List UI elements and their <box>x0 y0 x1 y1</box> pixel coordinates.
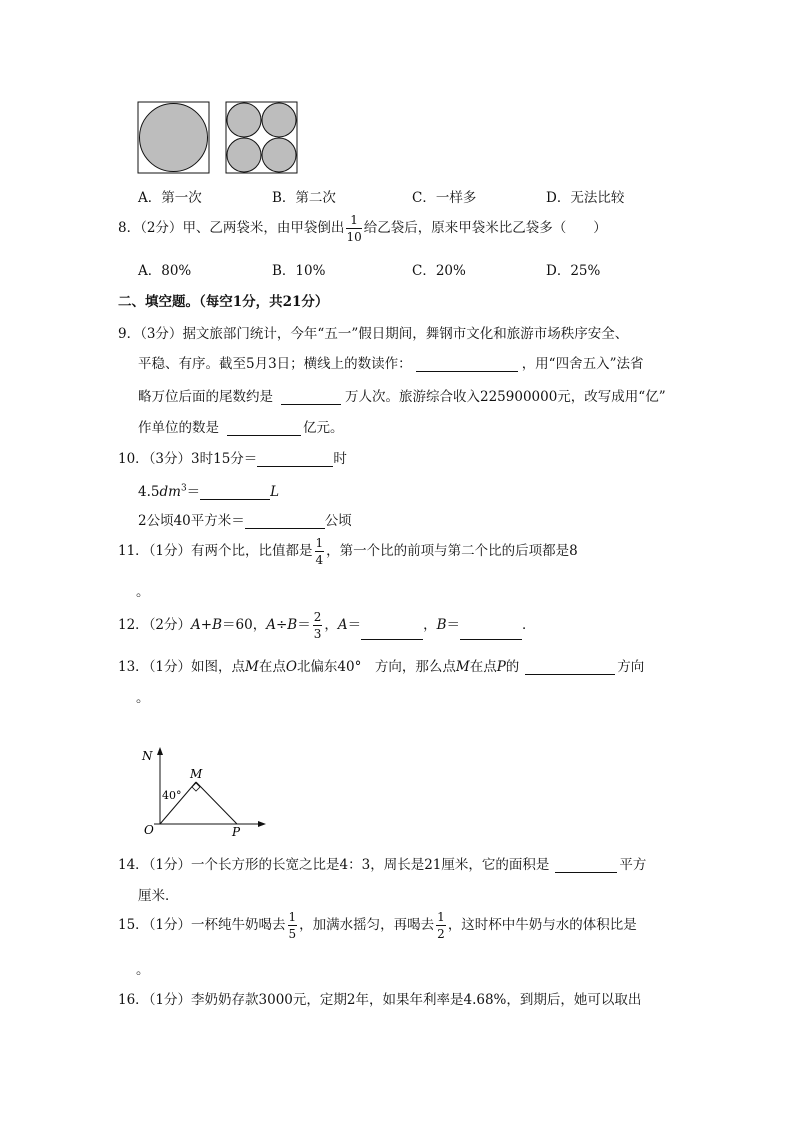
answer-blank[interactable] <box>257 452 333 467</box>
question-text: ＝60， <box>222 617 267 633</box>
operator: + <box>200 617 213 633</box>
question-14 <box>118 853 646 873</box>
question-text: ， <box>324 617 338 633</box>
question-text: 北偏东40° 方向，那么点 <box>296 659 456 675</box>
answer-blank[interactable] <box>416 357 518 372</box>
east-arrow-icon <box>258 821 266 827</box>
fraction-numerator: 1 <box>437 910 445 924</box>
question-14-line-2: 厘米． <box>138 888 179 904</box>
section-heading: 二、填空题。（每空1分，共21分） <box>118 294 329 310</box>
label-m: M <box>190 767 203 781</box>
segment-mp <box>196 782 237 824</box>
question-text: 一个长方形的长宽之比是4：3，周长是21厘米，它的面积是 <box>191 857 550 873</box>
question-9-line-3 <box>138 385 666 405</box>
question-text: 平稳、有序。截至5月3日；横线上的数读作： <box>138 356 412 372</box>
fraction <box>346 214 361 243</box>
q8-option-d[interactable]: D．25% <box>546 263 601 279</box>
point-label: M <box>455 659 470 675</box>
question-text: 时 <box>333 451 347 467</box>
variable-a: A <box>266 617 276 633</box>
question-text: 4.5 <box>138 484 160 500</box>
q7-small-circle <box>227 103 261 137</box>
question-9-line-2 <box>138 352 644 372</box>
question-9-line-1 <box>118 322 628 342</box>
answer-blank[interactable] <box>460 625 522 640</box>
question-text: 在点 <box>258 659 286 675</box>
question-text: 如图，点 <box>191 659 246 675</box>
fraction-numerator: 1 <box>315 536 324 550</box>
q7-option-c[interactable]: C．一样多 <box>412 190 477 206</box>
question-text: 作单位的数是 <box>138 420 219 436</box>
question-15-line-2: 。 <box>136 962 150 978</box>
q7-circle-figure <box>135 100 305 176</box>
question-13 <box>118 655 644 675</box>
fraction-numerator: 2 <box>313 610 322 624</box>
operator: ÷ <box>275 617 288 633</box>
question-text: 李奶奶存款3000元，定期2年，如果年利率是4.68%，到期后，她可以取出 <box>191 992 642 1008</box>
variable-a: A <box>191 617 201 633</box>
question-text: ，用“四舍五入”法省 <box>521 356 644 372</box>
variable-b: B <box>287 617 298 633</box>
question-number: 11． <box>118 543 149 559</box>
unit: L <box>270 484 280 500</box>
question-text: 亿元。 <box>303 420 344 436</box>
question-text: 据文旅部门统计，今年“五一”假日期间，舞钢市文化和旅游市场秩序安全、 <box>182 326 629 342</box>
question-8 <box>118 214 607 243</box>
question-text: ＝ <box>297 617 311 633</box>
label-n: N <box>142 749 153 763</box>
fraction <box>436 911 446 940</box>
question-number: 14． <box>118 857 149 873</box>
fraction-denominator: 2 <box>437 927 445 941</box>
variable-b: B <box>436 617 447 633</box>
point-label: O <box>285 659 297 675</box>
question-text: ＝ <box>446 617 460 633</box>
fraction <box>288 911 298 940</box>
angle-label: 40° <box>162 789 182 802</box>
question-10-line-2 <box>138 480 279 500</box>
q7-small-circle <box>262 103 296 137</box>
question-text: 3时15分＝ <box>191 451 258 467</box>
question-number: 16． <box>118 992 149 1008</box>
question-text: 方向 <box>617 659 645 675</box>
variable-b: B <box>212 617 223 633</box>
question-score: （1分） <box>148 543 192 559</box>
question-11-line-2: 。 <box>136 584 150 600</box>
question-text: ，加满水摇匀，再喝去 <box>299 917 435 933</box>
question-11 <box>118 536 578 566</box>
q7-small-circle <box>227 138 261 172</box>
question-9-line-4 <box>138 416 344 436</box>
question-text: 一杯纯牛奶喝去 <box>191 917 286 933</box>
question-10-line-1 <box>118 447 347 467</box>
question-text: 平方 <box>619 857 647 873</box>
question-text: 甲、乙两袋米，由甲袋倒出 <box>182 220 345 236</box>
question-score: （3分） <box>140 326 183 342</box>
variable-a: A <box>337 617 348 633</box>
answer-blank[interactable] <box>525 660 615 675</box>
fraction <box>313 611 323 640</box>
question-score: （2分） <box>148 617 192 633</box>
answer-blank[interactable] <box>555 858 617 873</box>
question-number: 8． <box>118 220 141 236</box>
answer-blank[interactable] <box>227 421 301 436</box>
q7-small-circle <box>262 138 296 172</box>
question-text: ，第一个比的前项与第二个比的后项都是8 <box>326 543 578 559</box>
answer-blank[interactable] <box>281 390 341 405</box>
question-text: ＝ <box>186 484 201 500</box>
fraction-denominator: 3 <box>313 627 322 641</box>
q8-option-c[interactable]: C．20% <box>412 263 466 279</box>
question-score: （1分） <box>148 857 192 873</box>
question-15 <box>118 910 637 940</box>
question-score: （2分） <box>140 220 183 236</box>
question-score: （1分） <box>148 659 192 675</box>
q7-option-a[interactable]: A．第一次 <box>138 190 202 206</box>
direction-diagram <box>136 744 271 836</box>
question-number: 10． <box>118 451 149 467</box>
question-text: ，这时杯中牛奶与水的体积比是 <box>447 917 637 933</box>
question-text: ， <box>423 617 437 633</box>
question-number: 12． <box>118 617 149 633</box>
question-text: 2公顷40平方米＝ <box>138 513 245 529</box>
q7-option-b[interactable]: B．第二次 <box>272 190 336 206</box>
answer-blank[interactable] <box>361 625 423 640</box>
question-number: 13． <box>118 659 149 675</box>
q7-option-d[interactable]: D．无法比较 <box>546 190 625 206</box>
label-p: P <box>232 825 241 836</box>
point-label: M <box>245 659 259 675</box>
question-text: 在点 <box>469 659 497 675</box>
question-score: （1分） <box>148 917 192 933</box>
question-text: ． <box>522 617 536 633</box>
question-text: 万人次。旅游综合收入225900000元，改写成用“亿” <box>345 389 666 405</box>
question-text: 公顷 <box>324 513 352 529</box>
label-o: O <box>144 823 154 836</box>
fraction-denominator: 10 <box>346 230 362 244</box>
answer-blank[interactable] <box>245 514 325 529</box>
question-score: （1分） <box>148 992 192 1008</box>
fraction-denominator: 4 <box>315 553 324 567</box>
answer-blank[interactable] <box>200 485 270 500</box>
question-score: （3分） <box>148 451 192 467</box>
question-10-line-3 <box>138 509 352 529</box>
exponent: 3 <box>180 483 187 494</box>
north-arrow-icon <box>157 747 163 755</box>
fraction-denominator: 5 <box>288 927 297 941</box>
point-label: P <box>496 659 506 675</box>
q7-large-circle <box>140 104 208 172</box>
question-text: 给乙袋后，原来甲袋米比乙袋多（ ） <box>363 220 607 236</box>
question-13-line-2: 。 <box>136 690 150 706</box>
question-number: 15． <box>118 917 149 933</box>
q8-option-a[interactable]: A．80% <box>138 263 192 279</box>
question-text: 略万位后面的尾数约是 <box>138 389 273 405</box>
fraction-numerator: 1 <box>288 910 297 924</box>
q8-option-b[interactable]: B．10% <box>272 263 326 279</box>
question-number: 9． <box>118 326 141 342</box>
question-text: 的 <box>505 659 520 675</box>
unit: dm <box>159 484 181 500</box>
fraction <box>315 537 325 566</box>
question-text: ＝ <box>347 617 362 633</box>
question-16 <box>118 988 641 1008</box>
fraction-numerator: 1 <box>346 214 361 229</box>
question-12 <box>118 610 536 640</box>
question-text: 有两个比，比值都是 <box>191 543 313 559</box>
